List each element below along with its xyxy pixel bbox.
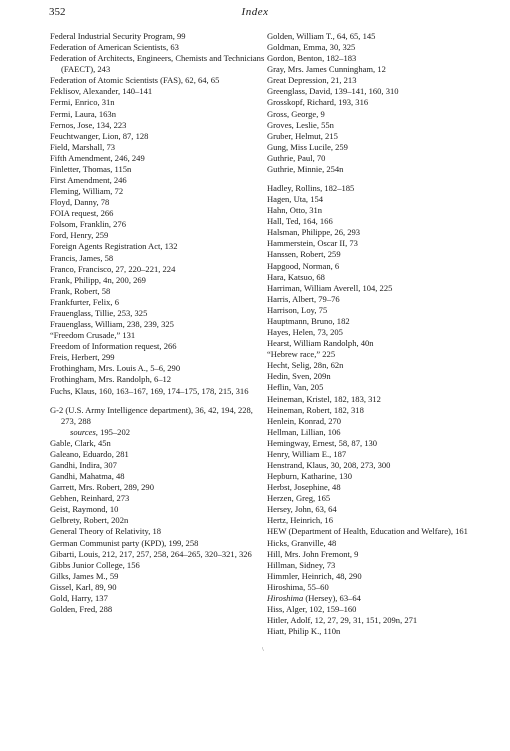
index-entry: Hemingway, Ernest, 58, 87, 130 bbox=[267, 437, 378, 448]
index-entry: Hicks, Granville, 48 bbox=[267, 537, 337, 548]
index-entry: Feuchtwanger, Lion, 87, 128 bbox=[50, 130, 149, 141]
index-entry: HEW (Department of Health, Education and Welfare), 161 bbox=[267, 526, 468, 537]
index-entry: Federation of Atomic Scientists (FAS), 62, 64, 65 bbox=[50, 75, 220, 86]
index-entry: “Hebrew race,” 225 bbox=[267, 349, 336, 360]
page-header bbox=[0, 6, 510, 22]
index-entry: Frank, Philipp, 4n, 200, 269 bbox=[50, 274, 146, 285]
running-head: Index bbox=[241, 6, 269, 18]
index-column-right bbox=[267, 31, 482, 637]
index-entry: Hammerstein, Oscar II, 73 bbox=[267, 238, 358, 249]
index-entry: Gelbrety, Robert, 202n bbox=[50, 515, 129, 526]
index-entry: Fleming, William, 72 bbox=[50, 186, 124, 197]
index-entry: Field, Marshall, 73 bbox=[50, 141, 116, 152]
index-entry: “Freedom Crusade,” 131 bbox=[50, 330, 136, 341]
index-entry: Gold, Harry, 137 bbox=[50, 592, 108, 603]
index-entry: Frothingham, Mrs. Randolph, 6–12 bbox=[50, 374, 172, 385]
index-entry: Galeano, Eduardo, 281 bbox=[50, 448, 129, 459]
index-entry: Great Depression, 21, 213 bbox=[267, 75, 357, 86]
index-entry: Feklisov, Alexander, 140–141 bbox=[50, 86, 153, 97]
index-entry: Hearst, William Randolph, 40n bbox=[267, 338, 374, 349]
index-entry: Henlein, Konrad, 270 bbox=[267, 415, 342, 426]
index-entry: sources, 195–202 bbox=[70, 426, 130, 437]
index-entry: Hedin, Sven, 209n bbox=[267, 371, 331, 382]
index-entry: First Amendment, 246 bbox=[50, 175, 127, 186]
index-entry: Hertz, Heinrich, 16 bbox=[267, 515, 333, 526]
index-entry: Gordon, Benton, 182–183 bbox=[267, 53, 357, 64]
index-entry: Herzen, Greg, 165 bbox=[267, 493, 331, 504]
index-entry: Federation of Architects, Engineers, Chemists and Technicians (FAECT), 243 bbox=[50, 53, 265, 75]
index-entry: Francis, James, 58 bbox=[50, 252, 114, 263]
index-entry: Hecht, Selig, 28n, 62n bbox=[267, 360, 344, 371]
index-entry: Floyd, Danny, 78 bbox=[50, 197, 110, 208]
index-entry: Frank, Robert, 58 bbox=[50, 285, 111, 296]
index-entry: G-2 (U.S. Army Intelligence department), 36, 42, 194, 228, 273, 288 bbox=[50, 404, 253, 426]
stray-mark: \ bbox=[262, 647, 264, 653]
index-entry: Hauptmann, Bruno, 182 bbox=[267, 315, 350, 326]
index-entry: Gross, George, 9 bbox=[267, 108, 325, 119]
index-entry: Harrison, Loy, 75 bbox=[267, 304, 328, 315]
index-entry: Frothingham, Mrs. Louis A., 5–6, 290 bbox=[50, 363, 181, 374]
index-entry: Fermi, Laura, 163n bbox=[50, 108, 116, 119]
index-entry: Foreign Agents Registration Act, 132 bbox=[50, 241, 178, 252]
index-entry: Franco, Francisco, 27, 220–221, 224 bbox=[50, 263, 176, 274]
index-entry: Halsman, Philippe, 26, 293 bbox=[267, 227, 361, 238]
index-entry: Gruber, Helmut, 215 bbox=[267, 130, 338, 141]
index-entry: Hagen, Uta, 154 bbox=[267, 194, 324, 205]
index-entry: Grosskopf, Richard, 193, 316 bbox=[267, 97, 369, 108]
index-entry: Hiss, Alger, 102, 159–160 bbox=[267, 603, 357, 614]
index-entry: Heineman, Kristel, 182, 183, 312 bbox=[267, 393, 381, 404]
index-entry: Garrett, Mrs. Robert, 289, 290 bbox=[50, 482, 154, 493]
index-entry: Henry, William E., 187 bbox=[267, 448, 347, 459]
index-entry: German Communist party (KPD), 199, 258 bbox=[50, 537, 199, 548]
index-entry: Gandhi, Mahatma, 48 bbox=[50, 471, 125, 482]
index-entry: Hapgood, Norman, 6 bbox=[267, 260, 340, 271]
index-entry: Freis, Herbert, 299 bbox=[50, 352, 115, 363]
index-entry: Gandhi, Indira, 307 bbox=[50, 459, 117, 470]
index-entry: Federal Industrial Security Program, 99 bbox=[50, 31, 186, 41]
index-entry: Frankfurter, Felix, 6 bbox=[50, 296, 119, 307]
index-entry: Harris, Albert, 79–76 bbox=[267, 293, 340, 304]
index-column-left bbox=[50, 31, 265, 615]
index-entry: Gable, Clark, 45n bbox=[50, 437, 111, 448]
index-entry: Groves, Leslie, 55n bbox=[267, 119, 334, 130]
index-entry: FOIA request, 266 bbox=[50, 208, 114, 219]
index-entry: Freedom of Information request, 266 bbox=[50, 341, 177, 352]
index-entry: Guthrie, Minnie, 254n bbox=[267, 163, 344, 174]
index-entry: Himmler, Heinrich, 48, 290 bbox=[267, 570, 362, 581]
index-entry: Gissel, Karl, 89, 90 bbox=[50, 581, 117, 592]
index-entry: Gebhen, Reinhard, 273 bbox=[50, 493, 130, 504]
index-entry: Gibarti, Louis, 212, 217, 257, 258, 264–265, 320–321, 326 bbox=[50, 548, 252, 559]
index-entry: Hall, Ted, 164, 166 bbox=[267, 216, 333, 227]
index-entry: Gilks, James M., 59 bbox=[50, 570, 119, 581]
index-entry: Hiroshima (Hersey), 63–64 bbox=[267, 592, 361, 603]
index-entry: Guthrie, Paul, 70 bbox=[267, 152, 326, 163]
index-entry: Hersey, John, 63, 64 bbox=[267, 504, 337, 515]
index-entry: Hiroshima, 55–60 bbox=[267, 581, 329, 592]
index-entry: Henstrand, Klaus, 30, 208, 273, 300 bbox=[267, 459, 391, 470]
index-entry: Heineman, Robert, 182, 318 bbox=[267, 404, 364, 415]
index-entry: General Theory of Relativity, 18 bbox=[50, 526, 162, 537]
index-entry: Hepburn, Katharine, 130 bbox=[267, 471, 352, 482]
index-entry: Harriman, William Averell, 104, 225 bbox=[267, 282, 393, 293]
index-entry: Hiatt, Philip K., 110n bbox=[267, 626, 341, 637]
index-entry: Fermi, Enrico, 31n bbox=[50, 97, 115, 108]
index-entry: Frauenglass, Tillie, 253, 325 bbox=[50, 307, 148, 318]
index-entry: Geist, Raymond, 10 bbox=[50, 504, 119, 515]
index-entry: Hanssen, Robert, 259 bbox=[267, 249, 341, 260]
index-entry: Ford, Henry, 259 bbox=[50, 230, 109, 241]
index-entry: Hadley, Rollins, 182–185 bbox=[267, 183, 355, 194]
index-entry: Folsom, Franklin, 276 bbox=[50, 219, 126, 230]
index-entry: Hitler, Adolf, 12, 27, 29, 31, 151, 209n, 271 bbox=[267, 615, 418, 626]
index-entry: Federation of American Scientists, 63 bbox=[50, 42, 179, 53]
index-entry: Hayes, Helen, 73, 205 bbox=[267, 327, 343, 338]
index-entry: Hahn, Otto, 31n bbox=[267, 205, 323, 216]
index-entry: Frauenglass, William, 238, 239, 325 bbox=[50, 319, 174, 330]
index-entry: Fifth Amendment, 246, 249 bbox=[50, 152, 145, 163]
index-entry: Fuchs, Klaus, 160, 163–167, 169, 174–175, 178, 215, 316 bbox=[50, 385, 249, 396]
index-entry: Golden, Fred, 288 bbox=[50, 603, 113, 614]
index-entry: Greenglass, David, 139–141, 160, 310 bbox=[267, 86, 399, 97]
index-entry: Heflin, Van, 205 bbox=[267, 382, 324, 393]
index-entry: Hellman, Lillian, 106 bbox=[267, 426, 341, 437]
index-entry: Gung, Miss Lucile, 259 bbox=[267, 141, 348, 152]
index-entry: Gibbs Junior College, 156 bbox=[50, 559, 140, 570]
index-entry: Finletter, Thomas, 115n bbox=[50, 163, 132, 174]
index-entry: Gray, Mrs. James Cunningham, 12 bbox=[267, 64, 386, 75]
index-entry: Hara, Katsuo, 68 bbox=[267, 271, 325, 282]
index-entry: Fernos, Jose, 134, 223 bbox=[50, 119, 127, 130]
index-entry: Goldman, Emma, 30, 325 bbox=[267, 42, 356, 53]
page-number: 352 bbox=[49, 6, 66, 18]
index-entry: Hillman, Sidney, 73 bbox=[267, 559, 336, 570]
index-entry: Herbst, Josephine, 48 bbox=[267, 482, 341, 493]
index-entry: Hill, Mrs. John Fremont, 9 bbox=[267, 548, 359, 559]
index-entry: Golden, William T., 64, 65, 145 bbox=[267, 31, 376, 41]
